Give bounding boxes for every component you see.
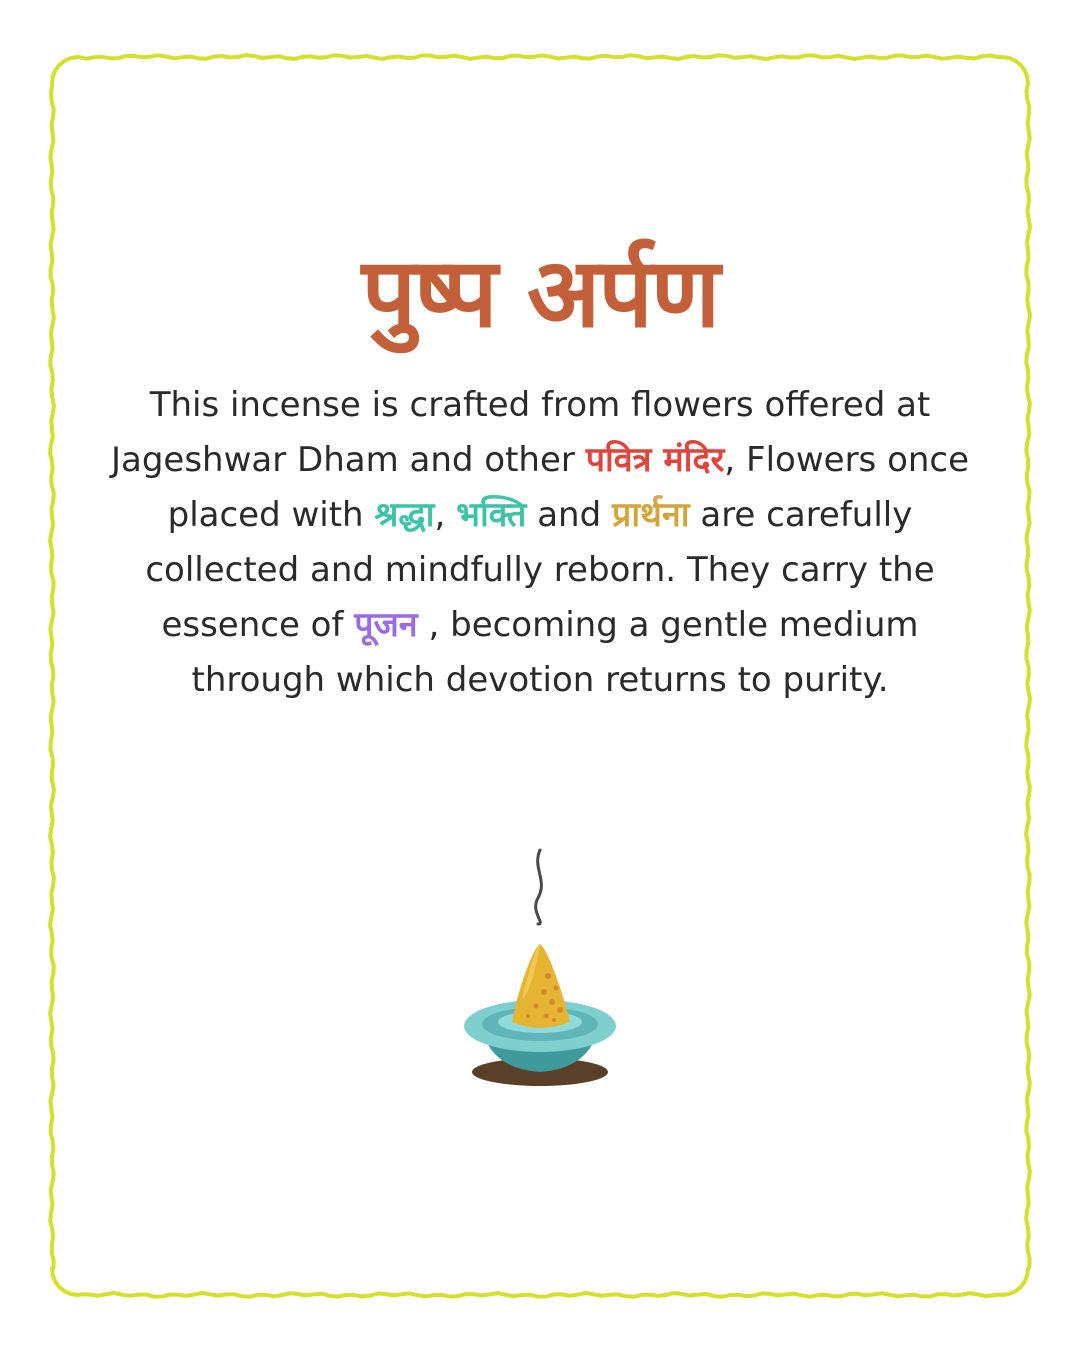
description-paragraph: [110, 378, 970, 708]
highlight-pavitra-mandir: पवित्र मंदिर: [585, 440, 725, 480]
highlight-prarthana: प्रार्थना: [612, 495, 690, 535]
highlight-shraddha: श्रद्धा: [374, 495, 435, 535]
paragraph-text: ,: [434, 495, 457, 535]
paragraph-text: are carefully collected and mindfully reborn. They carry the essence of: [145, 495, 935, 645]
highlight-poojan: पूजन: [354, 605, 418, 645]
paragraph-text: and: [526, 495, 612, 535]
incense-cone-in-bowl-icon: [440, 840, 640, 1100]
smoke-wisp-icon: [536, 850, 542, 924]
page-title: पुष्प अर्पण: [361, 237, 719, 349]
highlight-bhakti: भक्ति: [456, 495, 527, 535]
incense-cone: [512, 944, 570, 1028]
paragraph-text: , becoming a gentle medium through which devotion returns to purity.: [191, 605, 919, 700]
paragraph-text: , Flowers once placed with: [167, 440, 970, 535]
paragraph-text: This incense is crafted from flowers offered at Jageshwar Dham and other: [110, 385, 931, 480]
